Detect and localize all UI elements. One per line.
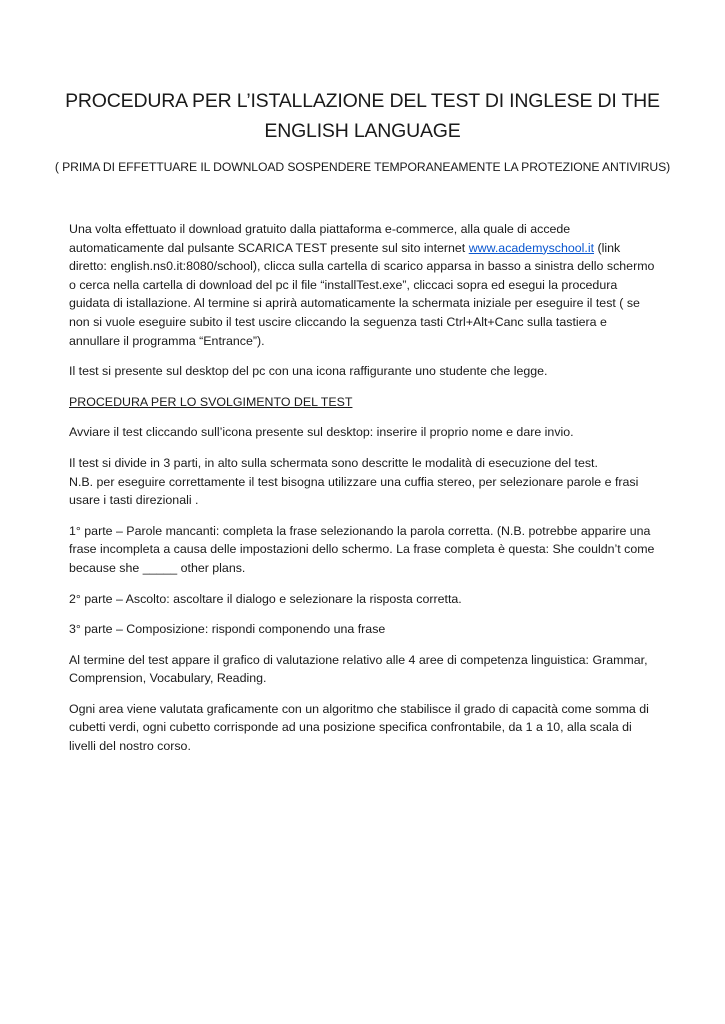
part1-paragraph: 1° parte – Parole mancanti: completa la frase selezionando la parola corretta. (N.B. potrebbe apparire una frase incompleta a causa delle impostazioni dello schermo. La frase completa è questa: She couldn’t come because she _____ other plans. [69,523,655,575]
scoring-paragraph: Ogni area viene valutata graficamente con un algoritmo che stabilisce il grado di capacità come somma di cubetti verdi, ogni cubetto corrisponde ad una posizione specifica confrontabile, da 1 a 10, alla scala di livelli del nostro corso. [69,701,649,754]
results-paragraph: Al termine del test appare il grafico di valutazione relativo alle 4 aree di competenza linguistica: Grammar, Comprension, Vocabulary, Reading. [69,652,648,686]
document-body [69,220,659,768]
intro-text-after-link: (link diretto: english.ns0.it:8080/school), clicca sulla cartella di scarico apparsa in basso a sinistra dello schermo o cerca nella cartella di download del pc il file “installTest.exe”, cliccaci sopra ed esegui la procedura guidata di istallazione. Al termine si aprirà automaticamente la schermata iniziale per eseguire il test ( se non si vuole eseguire subito il test uscire cliccando la seguenza tasti Ctrl+Alt+Canc sulla tastiera e annullare il programma “Entrance”). [69,240,655,348]
section-heading: PROCEDURA PER LO SVOLGIMENTO DEL TEST [69,394,353,409]
parts-line-1: Il test si divide in 3 parti, in alto sulla schermata sono descritte le modalità di esecuzione del test. [69,455,598,470]
intro-paragraph [69,220,659,350]
document-title: PROCEDURA PER L’ISTALLAZIONE DEL TEST DI INGLESE DI THE ENGLISH LANGUAGE [65,90,660,142]
part2-paragraph: 2° parte – Ascolto: ascoltare il dialogo e selezionare la risposta corretta. [69,591,462,606]
intro-text-before-link: Una volta effettuato il download gratuito dalla piattaforma e-commerce, alla quale di accede automaticamente dal pulsante SCARICA TEST presente sul sito internet [69,222,571,255]
parts-paragraph [69,454,659,510]
parts-line-2: N.B. per eseguire correttamente il test bisogna utilizzare una cuffia stereo, per selezionare parole e frasi usare i tasti direzionali . [69,474,639,508]
desktop-icon-paragraph: Il test si presente sul desktop del pc con una icona raffigurante uno studente che legge. [69,364,548,379]
start-paragraph: Avviare il test cliccando sull’icona presente sul desktop: inserire il proprio nome e dare invio. [69,425,574,440]
part3-paragraph: 3° parte – Composizione: rispondi componendo una frase [69,622,386,637]
academyschool-link[interactable]: www.academyschool.it [468,240,595,255]
antivirus-notice: ( PRIMA DI EFFETTUARE IL DOWNLOAD SOSPENDERE TEMPORANEAMENTE LA PROTEZIONE ANTIVIRUS) [54,160,671,174]
